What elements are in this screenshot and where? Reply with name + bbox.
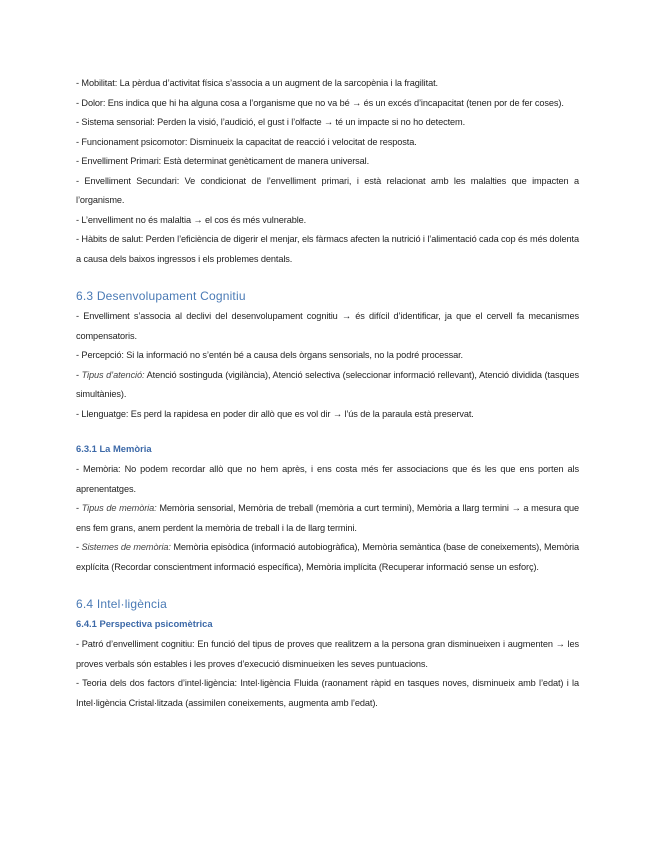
paragraph-envelliment-primari: - Envelliment Primari: Està determinat genèticament de manera universal.: [76, 156, 370, 166]
paragraph-mobilitat: - Mobilitat: La pèrdua d’activitat física s’associa a un augment de la sarcopènia i la fragilitat.: [76, 78, 438, 88]
document-page: [76, 74, 579, 713]
section-heading-desenvolupament-cognitiu: 6.3 Desenvolupament Cognitiu: [76, 289, 246, 303]
paragraph-sistemes-memoria: - Sistemes de memòria: Memòria episòdica (informació autobiogràfica), Memòria semàntica (base de coneixements), Memòria explícita (Recordar conscientment informació específica), Memòria implícita (Recuperar informació sense un esforç).: [76, 542, 579, 572]
paragraph-sistema-sensorial: - Sistema sensorial: Perden la visió, l’audició, el gust i l’olfacte → té un impacte si no ho detectem.: [76, 117, 466, 127]
label-sistemes-memoria: Sistemes de memòria:: [81, 542, 171, 552]
paragraph-tipus-atencio: - Tipus d’atenció: Atenció sostinguda (vigilància), Atenció selectiva (seleccionar informació rellevant), Atenció dividida (tasques simultànies).: [76, 369, 579, 399]
paragraph-funcionament-psicomotor: - Funcionament psicomotor: Disminueix la capacitat de reacció i velocitat de resposta.: [76, 136, 417, 147]
label-tipus-atencio: Tipus d’atenció:: [81, 369, 145, 380]
paragraph-memoria: - Memòria: No podem recordar allò que no hem après, i ens costa més fer associacions que és les que ens porten als aprenentatges.: [76, 464, 579, 494]
paragraph-teoria-factors: - Teoria dels dos factors d’intel·ligència: Intel·ligència Fluida (raonament ràpid en tasques noves, disminueix amb l’edat) i la Intel·ligència Cristal·litzada (assimilen coneixements, augmenta amb l’edat).: [76, 678, 579, 708]
section-heading-intelligencia: 6.4 Intel·ligència: [76, 597, 167, 611]
paragraph-envelliment-declivi: - Envelliment s’associa al declivi del desenvolupament cognitiu → és difícil d’identificar, ja que el cervell fa mecanismes compensatoris.: [76, 311, 579, 341]
paragraph-dolor: - Dolor: Ens indica que hi ha alguna cosa a l’organisme que no va bé → és un excés d’incapacitat (tenen por de fer coses).: [76, 97, 564, 108]
subsection-heading-perspectiva-psicometrica: 6.4.1 Perspectiva psicomètrica: [76, 618, 213, 629]
paragraph-no-malaltia: - L’envelliment no és malaltia → el cos és més vulnerable.: [76, 214, 307, 225]
paragraph-llenguatge: - Llenguatge: Es perd la rapidesa en poder dir allò que es vol dir → l’ús de la paraula està preservat.: [76, 408, 474, 419]
paragraph-envelliment-secundari: - Envelliment Secundari: Ve condicionat de l’envelliment primari, i està relacionat amb les malalties que impacten a l’organisme.: [76, 175, 579, 205]
paragraph-habits-salut: - Hàbits de salut: Perden l’eficiència de digerir el menjar, els fàrmacs afecten la nutrició i l’alimentació cada cop és més dolenta a causa dels baixos ingressos i els problemes dentals.: [76, 234, 579, 264]
subsection-heading-memoria: 6.3.1 La Memòria: [76, 443, 152, 454]
paragraph-tipus-memoria: - Tipus de memòria: Memòria sensorial, Memòria de treball (memòria a curt termini), Memòria a llarg termini → a mesura que ens fem grans, anem perdent la memòria de treball i la de llarg termini.: [76, 503, 579, 533]
label-tipus-memoria: Tipus de memòria:: [81, 503, 157, 513]
paragraph-patro-envelliment: - Patró d’envelliment cognitiu: En funció del tipus de proves que realitzem a la persona gran disminueixen i augmenten → les proves verbals són estables i les proves d’execució disminueixen les seves puntuacions.: [76, 639, 579, 669]
paragraph-percepcio: - Percepció: Si la informació no s’entén bé a causa dels òrgans sensorials, no la podré processar.: [76, 350, 464, 360]
